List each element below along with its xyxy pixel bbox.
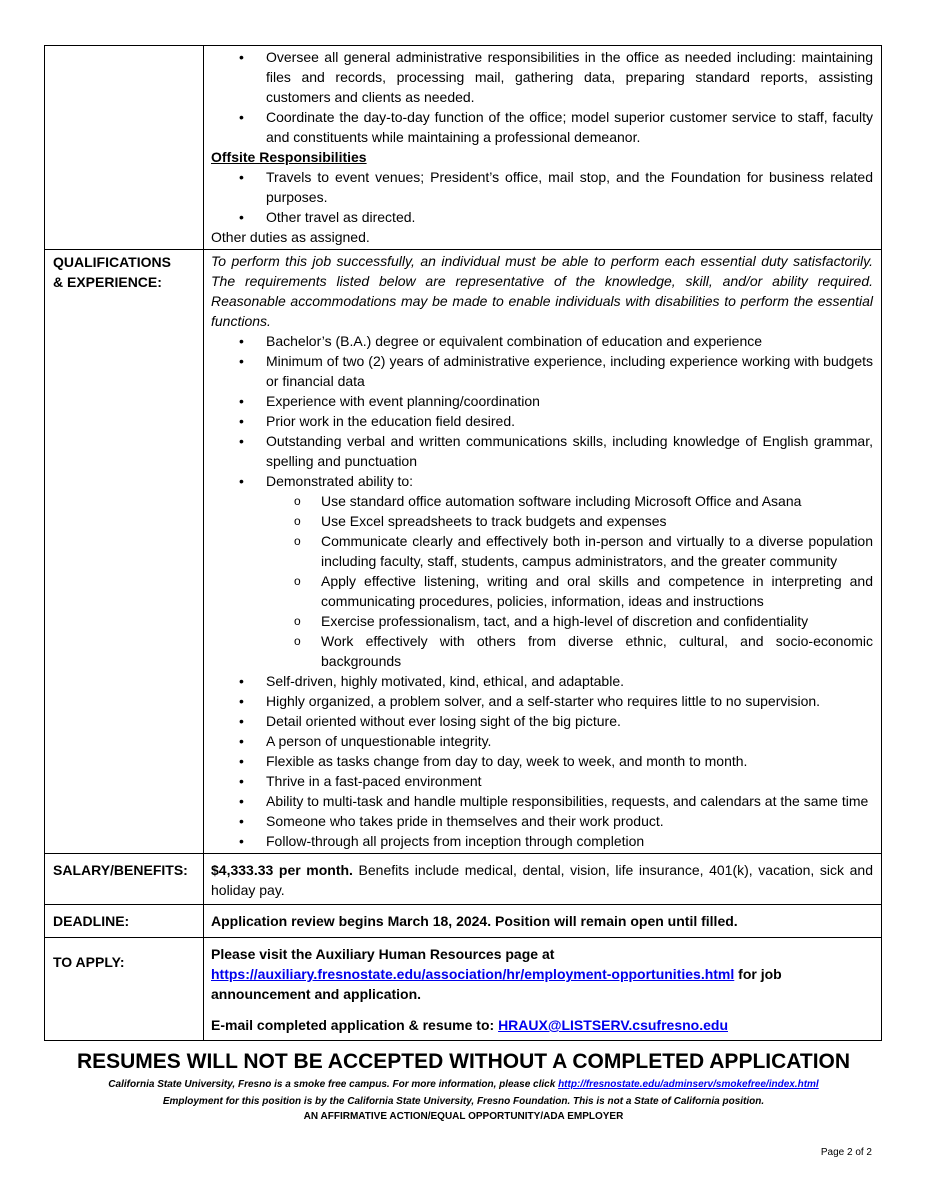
duties-row <box>45 46 882 250</box>
page-number: Page 2 of 2 <box>820 1147 872 1158</box>
salary-row <box>45 854 882 905</box>
list-item: • Demonstrated ability to: o Use standard office automation software including Microsoft Office and Asana o Use Excel spreadsheets to track budgets and expenses o Communicate clearly and effectively both in-person and virtually to a diverse population including faculty, staff, students, campus administrators, and the greater community o Apply effective listening, writing and oral skills and competence in interpreting and communicating procedures, policies, information, ideas and instructions o Exercise professionalism, tact, and a high-level of discretion and confidentiality o Work effectively with others from diverse ethnic, cultural, and socio-economic backgrounds <box>239 473 873 669</box>
list-item: • Travels to event venues; President’s office, mail stop, and the Foundation for business related purposes. <box>239 169 873 205</box>
qualifications-intro: To perform this job successfully, an individual must be able to perform each essential duty satisfactorily. The requirements listed below are representative of the knowledge, skill, and/or ability required. Reasonable accommodations may be made to enable individuals with disabilities to perform the essential functions. <box>211 253 873 329</box>
list-item: • Coordinate the day-to-day function of the office; model superior customer service to staff, faculty and constituents while maintaining a professional demeanor. <box>239 109 873 145</box>
employment-note: Employment for this position is by the California State University, Fresno Foundation. This is not a State of California position. <box>162 1096 765 1107</box>
salary-content-cell <box>204 854 882 905</box>
employment-opportunities-link[interactable]: https://auxiliary.fresnostate.edu/association/hr/employment-opportunities.html <box>211 966 735 982</box>
apply-content-cell <box>204 938 882 1041</box>
apply-instructions: Please visit the Auxiliary Human Resources page at https://auxiliary.fresnostate.edu/association/hr/employment-opportunities.html for job announcement and application. <box>211 946 782 1002</box>
apply-row <box>45 938 882 1041</box>
smoke-free-note: California State University, Fresno is a smoke free campus. For more information, please click http://fresnostate.edu/adminserv/smokefree/index.html <box>108 1079 819 1090</box>
apply-label: TO APPLY: <box>45 938 204 1041</box>
sub-list-item: o Apply effective listening, writing and oral skills and competence in interpreting and communicating procedures, policies, information, ideas and instructions <box>294 573 873 609</box>
list-item: • Prior work in the education field desired. <box>239 413 516 429</box>
list-item: • Highly organized, a problem solver, and a self-starter who requires little to no supervision. <box>239 693 821 709</box>
ability-sub-list <box>266 491 873 671</box>
list-item: • Detail oriented without ever losing sight of the big picture. <box>239 713 621 729</box>
duties-bullet-list <box>211 47 873 147</box>
sub-list-item: o Use standard office automation software including Microsoft Office and Asana <box>294 493 802 509</box>
deadline-label: DEADLINE: <box>45 905 204 938</box>
deadline-text: Application review begins March 18, 2024. Position will remain open until filled. <box>204 905 882 938</box>
list-item: • A person of unquestionable integrity. <box>239 733 492 749</box>
list-item: • Minimum of two (2) years of administrative experience, including experience working with budgets or financial data <box>239 353 873 389</box>
list-item: • Self-driven, highly motivated, kind, ethical, and adaptable. <box>239 673 624 689</box>
offsite-heading: Offsite Responsibilities <box>211 149 367 165</box>
list-item: • Experience with event planning/coordination <box>239 393 540 409</box>
resume-warning-heading: RESUMES WILL NOT BE ACCEPTED WITHOUT A COMPLETED APPLICATION <box>76 1050 851 1073</box>
list-item: • Follow-through all projects from inception through completion <box>239 833 645 849</box>
list-item: • Thrive in a fast-paced environment <box>239 773 482 789</box>
deadline-row <box>45 905 882 938</box>
list-item: • Flexible as tasks change from day to day, week to week, and month to month. <box>239 753 748 769</box>
list-item: • Outstanding verbal and written communications skills, including knowledge of English grammar, spelling and punctuation <box>239 433 873 469</box>
email-line: E-mail completed application & resume to: HRAUX@LISTSERV.csufresno.edu <box>211 1017 728 1033</box>
duties-content-cell <box>204 46 882 250</box>
qualifications-bullet-list <box>211 331 873 851</box>
salary-amount: $4,333.33 per month. <box>211 862 353 878</box>
benefits-text: Benefits include medical, dental, vision, life insurance, 401(k), vacation, sick and holiday pay. <box>211 862 873 898</box>
qualifications-row <box>45 250 882 854</box>
list-item: • Someone who takes pride in themselves and their work product. <box>239 813 664 829</box>
eeo-statement: AN AFFIRMATIVE ACTION/EQUAL OPPORTUNITY/ADA EMPLOYER <box>303 1111 624 1122</box>
list-item: • Ability to multi-task and handle multiple responsibilities, requests, and calendars at the same time <box>239 793 869 809</box>
salary-label: SALARY/BENEFITS: <box>45 854 204 905</box>
sub-list-item: o Communicate clearly and effectively both in-person and virtually to a diverse population including faculty, staff, students, campus administrators, and the greater community <box>294 533 873 569</box>
job-details-table <box>44 45 882 1041</box>
smoke-free-link[interactable]: http://fresnostate.edu/adminserv/smokefree/index.html <box>558 1079 819 1090</box>
sub-list-item: o Exercise professionalism, tact, and a high-level of discretion and confidentiality <box>294 613 809 629</box>
list-item: • Other travel as directed. <box>239 209 416 225</box>
hr-email-link[interactable]: HRAUX@LISTSERV.csufresno.edu <box>498 1017 728 1033</box>
other-duties: Other duties as assigned. <box>211 229 370 245</box>
sub-list-item: o Work effectively with others from diverse ethnic, cultural, and socio-economic backgrounds <box>294 633 873 669</box>
qualifications-label: QUALIFICATIONS & EXPERIENCE: <box>45 250 204 854</box>
duties-label-cell <box>45 46 204 250</box>
list-item: • Oversee all general administrative responsibilities in the office as needed including: maintaining files and records, processing mail, gathering data, preparing standard reports, assisting customers and clients as needed. <box>239 49 873 105</box>
qualifications-content-cell <box>204 250 882 854</box>
list-item: • Bachelor’s (B.A.) degree or equivalent combination of education and experience <box>239 333 763 349</box>
offsite-bullet-list <box>211 167 873 227</box>
sub-list-item: o Use Excel spreadsheets to track budgets and expenses <box>294 513 667 529</box>
